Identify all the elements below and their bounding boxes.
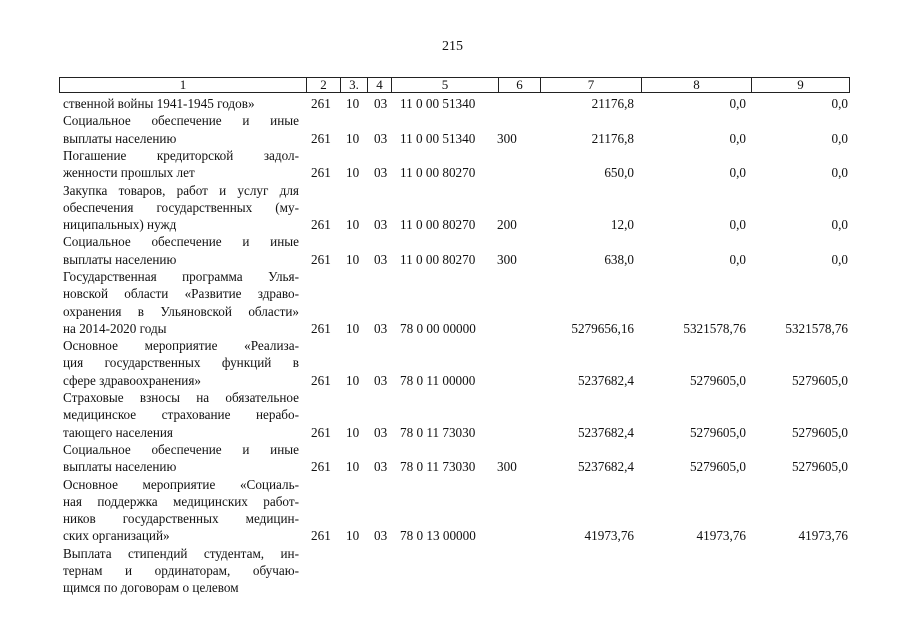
cell-c7: 12,0: [610, 217, 634, 233]
cell-c8: 0,0: [729, 165, 746, 181]
cell-c7: 21176,8: [591, 96, 634, 111]
row-name: [63, 389, 299, 441]
row-name: [63, 441, 299, 476]
cell-c7: 5237682,4: [577, 424, 634, 440]
cell-c8: 0,0: [729, 251, 746, 267]
cell-c4: 03: [374, 96, 388, 111]
row-name: [63, 545, 299, 597]
row-name-line: тернам и ординаторам, обучаю-: [63, 563, 299, 579]
cell-c9: 0,0: [831, 96, 848, 111]
cell-c9: 5279605,0: [791, 372, 848, 388]
cell-c3: 10: [346, 320, 360, 336]
cell-c5: 78 0 00 00000: [400, 320, 476, 336]
row-name-line: ниципальных) нужд: [63, 217, 177, 233]
row-name-line: ственной войны 1941-1945 годов»: [63, 96, 255, 111]
row-name-line: Социальное обеспечение и иные: [63, 442, 299, 457]
cell-c3: 10: [346, 130, 360, 146]
cell-c5: 11 0 00 80270: [400, 251, 476, 267]
cell-c4: 03: [374, 217, 388, 233]
cell-c8: 0,0: [729, 96, 746, 111]
header-col-3: 3.: [340, 78, 367, 92]
cell-c4: 03: [374, 424, 388, 440]
row-name-line: Основное мероприятие «Реализа-: [63, 338, 299, 354]
cell-c9: 0,0: [831, 217, 848, 233]
row-name: [63, 112, 299, 147]
cell-c8: 5279605,0: [689, 459, 746, 475]
cell-c2: 261: [311, 217, 331, 233]
row-name: [63, 147, 299, 182]
cell-c2: 261: [311, 459, 331, 475]
row-name-line: тающего населения: [63, 424, 174, 440]
cell-c4: 03: [374, 528, 388, 544]
row-name-line: обеспечения государственных (му-: [63, 199, 299, 215]
row-name-line: новской области «Развитие здраво-: [63, 286, 299, 302]
row-name-line: ников государственных медицин-: [63, 511, 299, 527]
cell-c7: 5237682,4: [577, 459, 634, 475]
cell-c8: 0,0: [729, 217, 746, 233]
row-name-line: на 2014-2020 годы: [63, 320, 167, 336]
cell-c4: 03: [374, 320, 388, 336]
row-name-line: медицинское страхование нерабо-: [63, 407, 299, 423]
cell-c3: 10: [346, 96, 360, 111]
cell-c2: 261: [311, 528, 331, 544]
row-name: [63, 337, 299, 389]
row-name-line: ских организаций»: [63, 528, 170, 544]
cell-c5: 11 0 00 51340: [400, 96, 476, 111]
cell-c7: 650,0: [604, 165, 634, 181]
cell-c7: 5237682,4: [577, 372, 634, 388]
row-name-line: выплаты населению: [63, 459, 177, 475]
cell-c8: 0,0: [729, 130, 746, 146]
cell-c5: 11 0 00 80270: [400, 165, 476, 181]
cell-c9: 0,0: [831, 130, 848, 146]
header-col-4: 4: [367, 78, 391, 92]
cell-c8: 41973,76: [696, 528, 746, 544]
row-name-line: Закупка товаров, работ и услуг для: [63, 182, 299, 198]
cell-c8: 5321578,76: [683, 320, 746, 336]
cell-c6: 300: [497, 251, 517, 267]
cell-c3: 10: [346, 165, 360, 181]
row-name-line: щимся по договорам о целевом: [63, 580, 239, 596]
cell-c4: 03: [374, 130, 388, 146]
row-name: [63, 182, 299, 234]
header-col-7: 7: [540, 78, 641, 92]
row-name-line: Социальное обеспечение и иные: [63, 113, 299, 129]
row-name-line: ная поддержка медицинских работ-: [63, 493, 299, 509]
row-name-line: женности прошлых лет: [63, 165, 195, 181]
cell-c9: 5279605,0: [791, 424, 848, 440]
cell-c5: 78 0 11 73030: [400, 424, 476, 440]
cell-c2: 261: [311, 96, 331, 111]
row-name: [63, 268, 299, 337]
cell-c2: 261: [311, 130, 331, 146]
header-col-5: 5: [391, 78, 498, 92]
cell-c9: 5279605,0: [791, 459, 848, 475]
cell-c9: 5321578,76: [785, 320, 848, 336]
cell-c4: 03: [374, 165, 388, 181]
row-name-line: Страховые взносы на обязательное: [63, 390, 299, 406]
cell-c2: 261: [311, 320, 331, 336]
cell-c2: 261: [311, 251, 331, 267]
row-name-line: сфере здравоохранения»: [63, 372, 202, 388]
cell-c7: 5279656,16: [571, 320, 634, 336]
cell-c5: 11 0 00 80270: [400, 217, 476, 233]
row-name-line: Социальное обеспечение и иные: [63, 234, 299, 250]
cell-c9: 0,0: [831, 165, 848, 181]
row-name-line: Государственная программа Улья-: [63, 269, 299, 284]
cell-c2: 261: [311, 165, 331, 181]
cell-c5: 78 0 13 00000: [400, 528, 476, 544]
cell-c7: 638,0: [604, 251, 634, 267]
header-col-9: 9: [751, 78, 849, 92]
cell-c7: 21176,8: [591, 130, 634, 146]
cell-c3: 10: [346, 251, 360, 267]
row-name: [63, 95, 299, 112]
cell-c4: 03: [374, 251, 388, 267]
cell-c5: 11 0 00 51340: [400, 130, 476, 146]
header-col-1: 1: [179, 77, 187, 92]
cell-c3: 10: [346, 217, 360, 233]
cell-c6: 200: [497, 217, 517, 233]
header-col-8: 8: [641, 78, 751, 92]
row-name-line: выплаты населению: [63, 130, 177, 146]
cell-c3: 10: [346, 372, 360, 388]
cell-c5: 78 0 11 00000: [400, 372, 476, 388]
cell-c6: 300: [497, 130, 517, 146]
row-name-line: Погашение кредиторской задол-: [63, 147, 299, 163]
cell-c8: 5279605,0: [689, 424, 746, 440]
cell-c3: 10: [346, 424, 360, 440]
row-name-line: Выплата стипендий студентам, ин-: [63, 545, 299, 561]
row-name: [63, 233, 299, 268]
row-name-line: Основное мероприятие «Социаль-: [63, 476, 299, 492]
row-name-line: ция государственных функций в: [63, 355, 299, 371]
header-col-2: 2: [306, 78, 340, 92]
cell-c9: 0,0: [831, 251, 848, 267]
page-number: 215: [442, 39, 463, 54]
cell-c6: 300: [497, 459, 517, 475]
row-name-line: охранения в Ульяновской области»: [63, 303, 299, 319]
cell-c3: 10: [346, 459, 360, 475]
cell-c4: 03: [374, 372, 388, 388]
cell-c9: 41973,76: [798, 528, 848, 544]
cell-c3: 10: [346, 528, 360, 544]
cell-c7: 41973,76: [584, 528, 634, 544]
cell-c8: 5279605,0: [689, 372, 746, 388]
header-col-6: 6: [498, 78, 540, 92]
row-name: [63, 476, 299, 545]
cell-c2: 261: [311, 372, 331, 388]
cell-c5: 78 0 11 73030: [400, 459, 476, 475]
cell-c4: 03: [374, 459, 388, 475]
row-name-line: выплаты населению: [63, 251, 177, 267]
cell-c2: 261: [311, 424, 331, 440]
table-header: [59, 77, 850, 93]
